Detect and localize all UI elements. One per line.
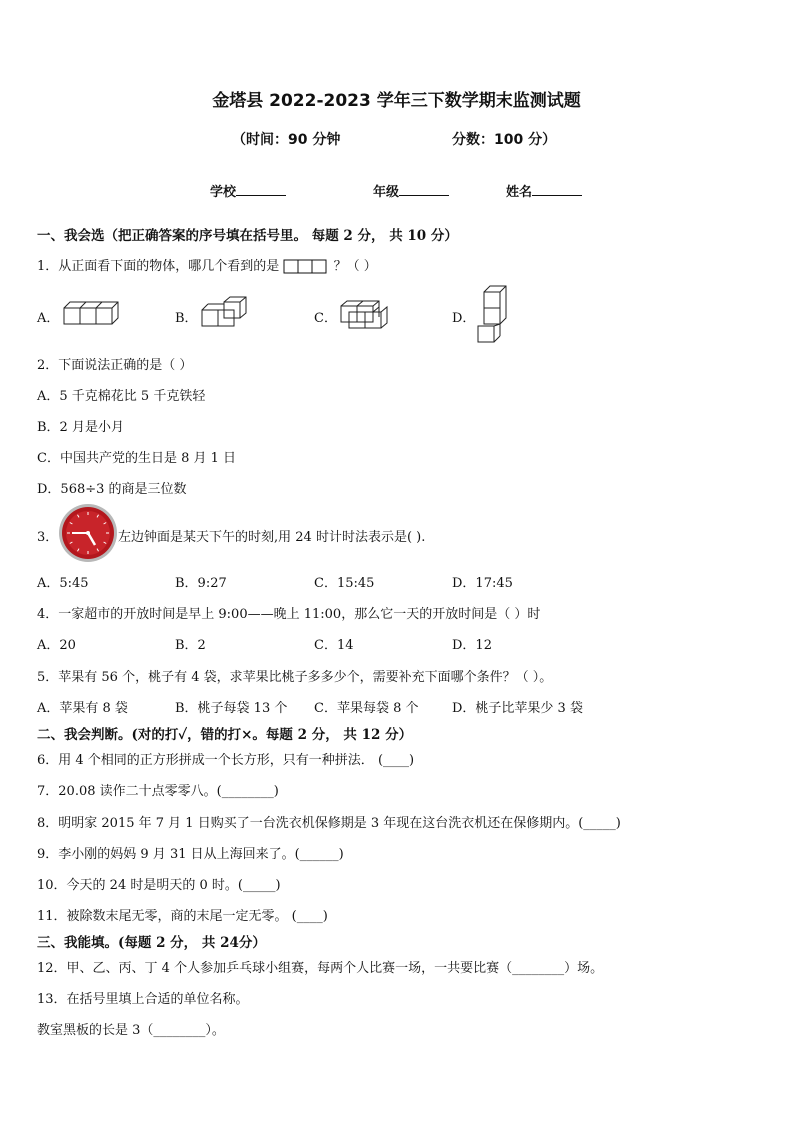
grade-field[interactable] [373, 181, 449, 200]
question-13: 13．在括号里填上合适的单位名称。 [37, 992, 249, 1007]
page-title: 金塔县 2022-2023 学年三下数学期末监测试题 [212, 91, 581, 111]
section-1-title: 一、我会选（把正确答案的序号填在括号里。 每题 2 分， 共 10 分） [37, 228, 458, 244]
question-11[interactable]: 11．被除数末尾无零，商的末尾一定无零。 (____) [37, 909, 328, 924]
question-5: 5．苹果有 56 个，桃子有 4 袋，求苹果比桃子多多少个，需要补充下面哪个条件？（ ）。 [37, 670, 553, 685]
q4-option-c[interactable]: C．14 [314, 638, 354, 653]
q4-option-a[interactable]: A．20 [37, 638, 76, 653]
question-3: 左边钟面是某天下午的时刻,用 24 时计时法表示是( ). [118, 530, 426, 545]
cubes-b-icon [200, 296, 250, 330]
question-7[interactable]: 7．20.08 读作二十点零零八。(________) [37, 784, 279, 799]
q2-option-d[interactable]: D．568÷3 的商是三位数 [37, 482, 187, 497]
name-label: 姓名 [506, 185, 533, 200]
q4-option-b[interactable]: B．2 [175, 638, 206, 653]
name-field[interactable] [506, 181, 582, 200]
school-label: 学校 [210, 185, 237, 200]
question-1 [37, 255, 377, 274]
section-3-title: 三、我能填。(每题 2 分， 共 24分） [37, 935, 266, 951]
q1-option-d[interactable] [452, 307, 475, 326]
question-6[interactable]: 6．用 4 个相同的正方形拼成一个长方形，只有一种拼法． (____) [37, 753, 415, 768]
question-13-blank[interactable]: 教室黑板的长是 3（________）。 [37, 1023, 225, 1038]
q1-option-c[interactable] [314, 307, 337, 326]
q1-option-c-label: C． [314, 311, 337, 326]
q5-option-a[interactable]: A．苹果有 8 袋 [37, 701, 128, 716]
q1-option-b-label: B． [175, 311, 198, 326]
cubes-a-icon [62, 300, 120, 328]
q3-option-c[interactable]: C．15:45 [314, 576, 375, 591]
section-2-title: 二、我会判断。(对的打✓，错的打×。每题 2 分， 共 12 分） [37, 727, 413, 743]
question-4: 4．一家超市的开放时间是早上 9:00——晚上 11:00，那么它一天的开放时间是（ ）时 [37, 607, 541, 622]
q1-stem-a: 1．从正面看下面的物体，哪几个看到的是 [37, 259, 280, 274]
q3-option-b[interactable]: B．9:27 [175, 576, 227, 591]
q2-option-c[interactable]: C．中国共产党的生日是 8 月 1 日 [37, 451, 237, 466]
q2-option-a[interactable]: A．5 千克棉花比 5 千克铁轻 [37, 389, 206, 404]
three-squares-icon [283, 259, 329, 274]
q5-option-b[interactable]: B．桃子每袋 13 个 [175, 701, 288, 716]
q1-option-b[interactable] [175, 307, 198, 326]
question-2: 2．下面说法正确的是（ ） [37, 358, 193, 373]
cubes-c-icon [339, 300, 391, 330]
q2-option-b[interactable]: B．2 月是小月 [37, 420, 124, 435]
q5-option-c[interactable]: C．苹果每袋 8 个 [314, 701, 419, 716]
question-12[interactable]: 12．甲、乙、丙、丁 4 个人参加乒乓球小组赛，每两个人比赛一场，一共要比赛（________）场。 [37, 961, 604, 976]
cubes-d-icon [476, 284, 508, 346]
q4-option-d[interactable]: D．12 [452, 638, 492, 653]
grade-blank[interactable] [399, 182, 449, 196]
grade-label: 年级 [373, 185, 400, 200]
school-field[interactable] [210, 181, 286, 200]
question-10[interactable]: 10．今天的 24 时是明天的 0 时。(_____) [37, 878, 281, 893]
q3-number: 3． [37, 530, 59, 545]
exam-time: （时间：90 分钟 [232, 132, 341, 148]
question-9[interactable]: 9．李小刚的妈妈 9 月 31 日从上海回来了。(______) [37, 847, 344, 862]
q3-option-a[interactable]: A．5:45 [37, 576, 89, 591]
q1-stem-b: ？（ ） [333, 259, 377, 274]
school-blank[interactable] [236, 182, 286, 196]
q1-option-a[interactable] [37, 307, 59, 326]
q5-option-d[interactable]: D．桃子比苹果少 3 袋 [452, 701, 583, 716]
name-blank[interactable] [532, 182, 582, 196]
q1-option-d-label: D． [452, 311, 476, 326]
q1-option-a-label: A． [37, 311, 60, 326]
clock-icon [58, 503, 118, 563]
q3-option-d[interactable]: D．17:45 [452, 576, 513, 591]
exam-score: 分数：100 分） [452, 132, 557, 148]
question-8[interactable]: 8．明明家 2015 年 7 月 1 日购买了一台洗衣机保修期是 3 年现在这台洗衣机还在保修期内。(_____) [37, 816, 621, 831]
